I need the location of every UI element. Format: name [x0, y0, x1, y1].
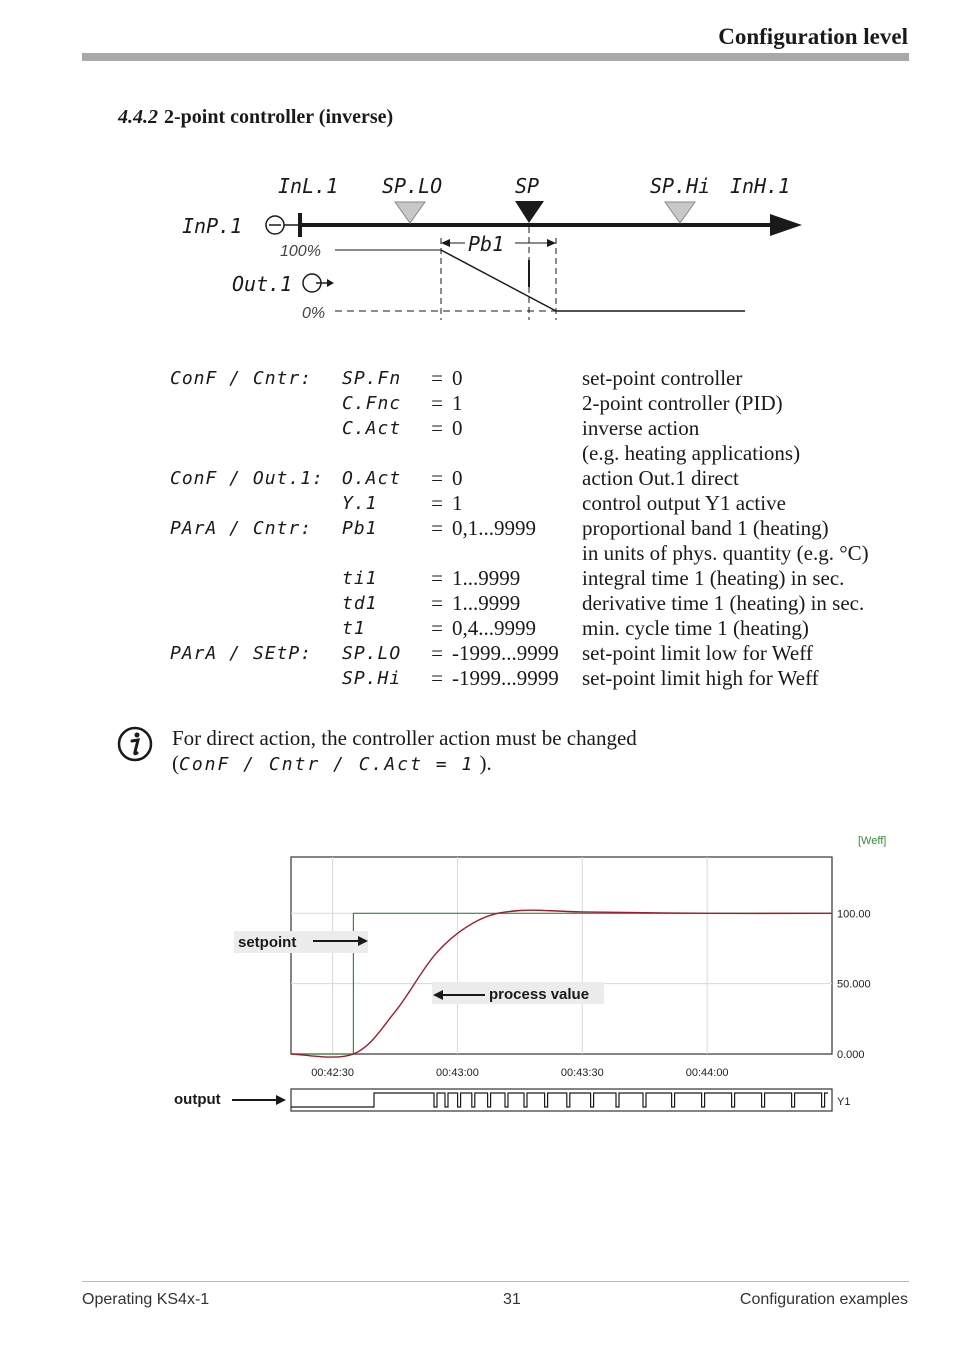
config-desc: set-point controller — [582, 366, 743, 390]
config-param: ti1 — [342, 568, 378, 589]
config-value: 1...9999 — [452, 566, 521, 590]
config-value — [452, 541, 582, 566]
section-title: 2-point controller (inverse) — [164, 106, 394, 128]
config-value: -1999...9999 — [452, 641, 559, 665]
footer-left: Operating KS4x-1 — [82, 1291, 210, 1308]
config-value: 1 — [452, 491, 463, 515]
config-path: ConF / Out.1: — [170, 468, 324, 489]
config-path: ConF / Cntr: — [170, 368, 313, 389]
config-path — [170, 441, 342, 466]
config-path — [170, 541, 342, 566]
config-eq: = — [431, 391, 443, 415]
output-annotation: output — [174, 1091, 221, 1108]
config-desc: 2-point controller (PID) — [582, 391, 783, 415]
percent-0-label: 0% — [302, 305, 326, 322]
sp-label: SP — [515, 174, 540, 198]
config-row — [170, 441, 869, 466]
characteristic-slope — [441, 250, 556, 311]
output-frame — [291, 1089, 832, 1111]
config-value: 1...9999 — [452, 591, 521, 615]
inp-label: InP.1 — [182, 214, 243, 238]
sp-marker-icon — [515, 201, 544, 223]
config-eq: = — [431, 516, 443, 540]
config-value: -1999...9999 — [452, 666, 559, 690]
footer-right: Configuration examples — [739, 1291, 908, 1308]
config-value: 0 — [452, 366, 463, 390]
config-row — [170, 491, 869, 516]
section-number: 4.4.2 — [118, 106, 158, 128]
config-path — [170, 591, 342, 616]
y-unit-label: [Weff] — [858, 835, 887, 847]
config-eq — [422, 441, 452, 466]
config-row — [170, 641, 869, 666]
note-close: ). — [474, 751, 492, 775]
config-path — [170, 566, 342, 591]
note-line-2 — [172, 751, 637, 777]
config-value — [452, 441, 582, 466]
config-row — [170, 416, 869, 441]
config-eq: = — [431, 566, 443, 590]
config-eq: = — [431, 366, 443, 390]
config-row — [170, 541, 869, 566]
y-tick-label: 50.000 — [837, 978, 871, 991]
note-open: ( — [172, 751, 179, 775]
out-label: Out.1 — [232, 272, 293, 296]
output-y1-label: Y1 — [837, 1096, 851, 1108]
footer-rule — [82, 1281, 909, 1282]
note-text — [172, 726, 637, 777]
note-line-1: For direct action, the controller action must be changed — [172, 726, 637, 750]
config-desc: control output Y1 active — [582, 491, 786, 515]
config-desc: inverse action — [582, 416, 700, 440]
config-row — [170, 366, 869, 391]
config-value: 0 — [452, 416, 463, 440]
trend-chart — [160, 825, 900, 1125]
config-desc: derivative time 1 (heating) in sec. — [582, 591, 865, 615]
config-path — [170, 616, 342, 641]
setpoint-annotation: setpoint — [238, 934, 297, 951]
config-table — [170, 366, 869, 691]
inh-label: InH.1 — [730, 174, 791, 198]
config-path — [170, 666, 342, 691]
config-param: Pb1 — [342, 518, 378, 539]
config-param: O.Act — [342, 468, 402, 489]
config-desc: set-point limit high for Weff — [582, 666, 819, 690]
info-icon — [116, 725, 156, 765]
config-desc: proportional band 1 (heating) — [582, 516, 829, 540]
config-row — [170, 591, 869, 616]
percent-100-label: 100% — [280, 243, 321, 260]
x-tick-label: 00:43:00 — [436, 1067, 479, 1079]
config-eq: = — [431, 466, 443, 490]
config-eq: = — [431, 616, 443, 640]
config-desc: (e.g. heating applications) — [582, 441, 801, 465]
axis-arrow-icon — [770, 214, 802, 236]
sphi-marker-icon — [665, 202, 695, 223]
x-tick-label: 00:44:00 — [685, 1067, 729, 1079]
config-param — [342, 441, 422, 466]
sphi-label: SP.Hi — [650, 174, 711, 198]
config-param: C.Act — [342, 418, 402, 439]
y-tick-label: 100.00 — [837, 908, 871, 921]
config-eq: = — [431, 491, 443, 515]
config-value: 1 — [452, 391, 463, 415]
config-desc: min. cycle time 1 (heating) — [582, 616, 809, 640]
config-desc: integral time 1 (heating) in sec. — [582, 566, 845, 590]
config-row — [170, 466, 869, 491]
config-value: 0 — [452, 466, 463, 490]
config-eq: = — [431, 641, 443, 665]
splo-label: SP.LO — [382, 174, 443, 198]
y-tick-label: 0.000 — [837, 1049, 865, 1061]
footer-page-number: 31 — [503, 1291, 521, 1308]
config-param: SP.Fn — [342, 368, 402, 389]
inl-label: InL.1 — [278, 174, 339, 198]
config-param: t1 — [342, 618, 366, 639]
note-code: ConF / Cntr / C.Act = 1 — [179, 754, 475, 775]
header-title: Configuration level — [718, 24, 908, 49]
config-row — [170, 566, 869, 591]
config-desc: in units of phys. quantity (e.g. °C) — [582, 541, 869, 565]
config-eq: = — [431, 666, 443, 690]
config-path: PArA / Cntr: — [170, 518, 313, 539]
x-tick-label: 00:43:30 — [560, 1067, 604, 1079]
config-eq: = — [431, 416, 443, 440]
config-param: SP.Hi — [342, 668, 402, 689]
splo-marker-icon — [395, 202, 425, 223]
config-desc: set-point limit low for Weff — [582, 641, 813, 665]
controller-diagram — [170, 165, 820, 330]
config-eq — [422, 541, 452, 566]
config-path — [170, 416, 342, 441]
header-bar — [82, 53, 909, 61]
config-param — [342, 541, 422, 566]
config-row — [170, 516, 869, 541]
config-desc: action Out.1 direct — [582, 466, 739, 490]
config-param: td1 — [342, 593, 378, 614]
config-eq: = — [431, 591, 443, 615]
config-param: SP.LO — [342, 643, 402, 664]
config-row — [170, 666, 869, 691]
config-param: C.Fnc — [342, 393, 402, 414]
x-tick-label: 00:42:30 — [311, 1067, 355, 1079]
pb-label: Pb1 — [468, 232, 505, 256]
section-heading — [118, 106, 393, 129]
config-param: Y.1 — [342, 493, 378, 514]
config-path — [170, 491, 342, 516]
config-path — [170, 391, 342, 416]
config-value: 0,1...9999 — [452, 516, 536, 540]
config-value: 0,4...9999 — [452, 616, 536, 640]
process-value-annotation: process value — [489, 986, 590, 1003]
config-row — [170, 391, 869, 416]
config-row — [170, 616, 869, 641]
config-path: PArA / SEtP: — [170, 643, 313, 664]
output-arrow-icon — [276, 1095, 286, 1105]
plot-frame — [291, 857, 832, 1054]
